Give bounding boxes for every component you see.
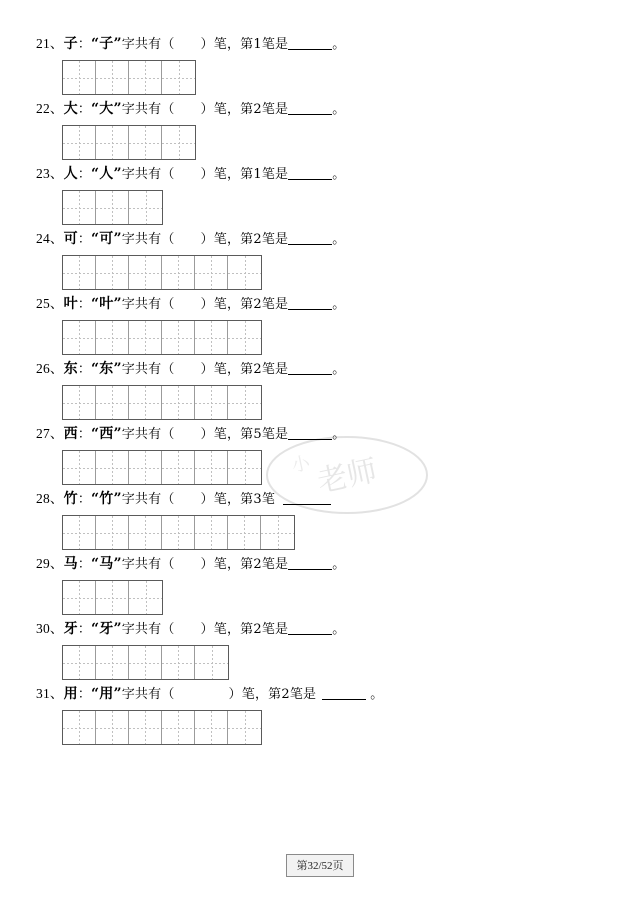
grid-cell[interactable] [96, 711, 129, 744]
question-text: 27、西：“西”字共有（ ）笔，第5笔是 。 [36, 426, 346, 442]
question-mid: 字共有（ [121, 297, 175, 312]
question-mid: 字共有（ [121, 37, 175, 52]
question-end: 。 [332, 297, 346, 312]
writing-grid[interactable] [62, 385, 262, 420]
grid-cell[interactable] [63, 191, 96, 224]
question-char: 竹 [63, 491, 78, 507]
grid-cell[interactable] [195, 256, 228, 289]
answer-blank[interactable] [288, 621, 332, 635]
writing-grid[interactable] [62, 190, 163, 225]
question-item [34, 34, 600, 95]
writing-grid[interactable] [62, 125, 196, 160]
question-text: 31、用：“用”字共有（ ）笔，第2笔是 。 [36, 686, 384, 702]
grid-cell[interactable] [63, 646, 96, 679]
question-text: 29、马：“马”字共有（ ）笔，第2笔是 。 [36, 556, 346, 572]
question-end: 。 [332, 37, 346, 52]
question-char: 牙 [63, 621, 78, 637]
grid-cell[interactable] [96, 191, 129, 224]
grid-cell[interactable] [195, 516, 228, 549]
grid-cell[interactable] [129, 321, 162, 354]
question-char-quoted: “大” [91, 101, 122, 117]
grid-cell[interactable] [228, 451, 261, 484]
grid-cell[interactable] [129, 581, 162, 614]
question-mid: 字共有（ [121, 687, 175, 702]
question-after: ）笔，第3笔 [200, 492, 276, 507]
question-text: 23、人：“人”字共有（ ）笔，第1笔是 。 [36, 166, 346, 182]
question-number: 21、 [36, 36, 64, 51]
question-text: 28、竹：“竹”字共有（ ）笔，第3笔 [34, 489, 600, 510]
grid-cell[interactable] [63, 386, 96, 419]
svg-text:小: 小 [289, 452, 312, 477]
writing-grid[interactable] [62, 320, 262, 355]
question-number: 29、 [36, 556, 64, 571]
question-after: ）笔，第1笔是 [200, 37, 289, 52]
answer-blank[interactable] [288, 166, 332, 180]
answer-blank[interactable] [288, 101, 332, 115]
question-after: ）笔，第2笔是 [200, 557, 289, 572]
writing-grid[interactable] [62, 450, 262, 485]
grid-cell[interactable] [129, 711, 162, 744]
question-item [34, 684, 600, 745]
grid-cell[interactable] [129, 516, 162, 549]
question-char-quoted: “可” [91, 231, 122, 247]
question-after: ）笔，第2笔是 [200, 362, 289, 377]
question-end: 。 [332, 167, 346, 182]
grid-cell[interactable] [228, 386, 261, 419]
question-char: 西 [63, 426, 78, 442]
answer-blank[interactable] [288, 296, 332, 310]
question-char-quoted: “东” [91, 361, 122, 377]
answer-blank[interactable] [288, 36, 332, 50]
grid-cell[interactable] [63, 711, 96, 744]
grid-cell[interactable] [129, 646, 162, 679]
question-end: 。 [370, 687, 384, 702]
question-end: 。 [332, 427, 346, 442]
grid-cell[interactable] [162, 126, 195, 159]
question-end: 。 [332, 557, 346, 572]
answer-blank[interactable] [288, 556, 332, 570]
question-char-quoted: “马” [91, 556, 122, 572]
question-text: 26、东：“东”字共有（ ）笔，第2笔是 。 [36, 361, 346, 377]
question-mid: 字共有（ [121, 492, 175, 507]
question-text: 25、叶：“叶”字共有（ ）笔，第2笔是 。 [36, 296, 346, 312]
grid-cell[interactable] [162, 321, 195, 354]
question-number: 24、 [36, 231, 64, 246]
question-end: 。 [332, 362, 346, 377]
question-after: ）笔，第2笔是 [200, 232, 289, 247]
grid-cell[interactable] [63, 451, 96, 484]
grid-cell[interactable] [129, 126, 162, 159]
grid-cell[interactable] [96, 61, 129, 94]
grid-cell[interactable] [96, 581, 129, 614]
grid-cell[interactable] [63, 256, 96, 289]
grid-cell[interactable] [96, 321, 129, 354]
question-item [34, 424, 600, 485]
question-mid: 字共有（ [121, 427, 175, 442]
question-number: 23、 [36, 166, 64, 181]
question-after: ）笔，第1笔是 [200, 167, 289, 182]
question-char: 叶 [63, 296, 78, 312]
grid-cell[interactable] [63, 581, 96, 614]
question-char: 大 [63, 101, 78, 117]
grid-cell[interactable] [129, 451, 162, 484]
question-char-quoted: “叶” [91, 296, 122, 312]
question-char: 东 [63, 361, 78, 377]
grid-cell[interactable] [96, 451, 129, 484]
question-mid: 字共有（ [121, 102, 175, 117]
grid-cell[interactable] [129, 256, 162, 289]
question-mid: 字共有（ [121, 167, 175, 182]
grid-cell[interactable] [195, 646, 228, 679]
answer-blank[interactable] [288, 231, 332, 245]
grid-cell[interactable] [96, 126, 129, 159]
grid-cell[interactable] [96, 516, 129, 549]
writing-grid[interactable] [62, 645, 229, 680]
question-item [34, 99, 600, 160]
question-char: 可 [63, 231, 78, 247]
question-item [34, 164, 600, 225]
grid-cell[interactable] [162, 451, 195, 484]
question-after: ）笔，第2笔是 [228, 687, 317, 702]
question-char: 马 [63, 556, 78, 572]
grid-cell[interactable] [195, 711, 228, 744]
grid-cell[interactable] [129, 61, 162, 94]
grid-cell[interactable] [63, 321, 96, 354]
grid-cell[interactable] [162, 256, 195, 289]
question-end: 。 [332, 102, 346, 117]
question-char-quoted: “西” [91, 426, 122, 442]
question-mid: 字共有（ [121, 232, 175, 247]
grid-cell[interactable] [96, 256, 129, 289]
question-char-quoted: “牙” [91, 621, 122, 637]
grid-cell[interactable] [162, 61, 195, 94]
question-after: ）笔，第2笔是 [200, 622, 289, 637]
answer-blank[interactable] [322, 686, 366, 700]
writing-grid[interactable] [62, 255, 262, 290]
question-text: 24、可：“可”字共有（ ）笔，第2笔是 。 [36, 231, 346, 247]
question-item [34, 294, 600, 355]
question-after: ）笔，第5笔是 [200, 427, 289, 442]
writing-grid[interactable] [62, 710, 262, 745]
grid-cell[interactable] [162, 516, 195, 549]
question-mid: 字共有（ [121, 622, 175, 637]
grid-cell[interactable] [261, 516, 294, 549]
page-footer [0, 854, 640, 877]
grid-cell[interactable] [228, 321, 261, 354]
grid-cell[interactable] [129, 191, 162, 224]
grid-cell[interactable] [96, 646, 129, 679]
question-number: 27、 [36, 426, 64, 441]
grid-cell[interactable] [195, 386, 228, 419]
question-item [34, 359, 600, 420]
question-char-quoted: “子” [91, 36, 122, 52]
question-mid: 字共有（ [121, 557, 175, 572]
page-number: 第32/52页 [286, 854, 353, 877]
question-char-quoted: “用” [91, 686, 122, 702]
grid-cell[interactable] [195, 321, 228, 354]
question-char: 子 [63, 36, 78, 52]
answer-blank[interactable] [288, 361, 332, 375]
question-text: 30、牙：“牙”字共有（ ）笔，第2笔是 。 [36, 621, 346, 637]
grid-cell[interactable] [63, 516, 96, 549]
question-after: ）笔，第2笔是 [200, 297, 289, 312]
question-item [34, 554, 600, 615]
grid-cell[interactable] [162, 386, 195, 419]
grid-cell[interactable] [162, 646, 195, 679]
grid-cell[interactable] [228, 256, 261, 289]
writing-grid[interactable] [62, 60, 196, 95]
question-text: 22、大：“大”字共有（ ）笔，第2笔是 。 [36, 101, 346, 117]
question-item [34, 229, 600, 290]
svg-text:老师: 老师 [314, 453, 381, 500]
question-number: 22、 [36, 101, 64, 116]
question-end: 。 [332, 232, 346, 247]
question-number: 25、 [36, 296, 64, 311]
answer-blank[interactable] [288, 426, 332, 440]
question-item [34, 619, 600, 680]
question-end: 。 [332, 622, 346, 637]
grid-cell[interactable] [63, 61, 96, 94]
question-mid: 字共有（ [121, 362, 175, 377]
grid-cell[interactable] [63, 126, 96, 159]
grid-cell[interactable] [228, 711, 261, 744]
writing-grid[interactable] [62, 515, 295, 550]
question-number: 30、 [36, 621, 64, 636]
grid-cell[interactable] [129, 386, 162, 419]
question-text: 21、子：“子”字共有（ ）笔，第1笔是 。 [36, 36, 346, 52]
grid-cell[interactable] [162, 711, 195, 744]
answer-blank[interactable] [283, 491, 331, 505]
writing-grid[interactable] [62, 580, 163, 615]
question-number: 31、 [36, 686, 64, 701]
grid-cell[interactable] [228, 516, 261, 549]
question-item [34, 489, 600, 550]
question-number: 26、 [36, 361, 64, 376]
grid-cell[interactable] [96, 386, 129, 419]
grid-cell[interactable] [195, 451, 228, 484]
question-char: 人 [63, 166, 78, 182]
question-list [34, 34, 600, 745]
question-char-quoted: “竹” [91, 491, 122, 507]
question-char-quoted: “人” [91, 166, 122, 182]
question-after: ）笔，第2笔是 [200, 102, 289, 117]
question-char: 用 [63, 686, 78, 702]
question-number: 28、 [36, 491, 64, 506]
